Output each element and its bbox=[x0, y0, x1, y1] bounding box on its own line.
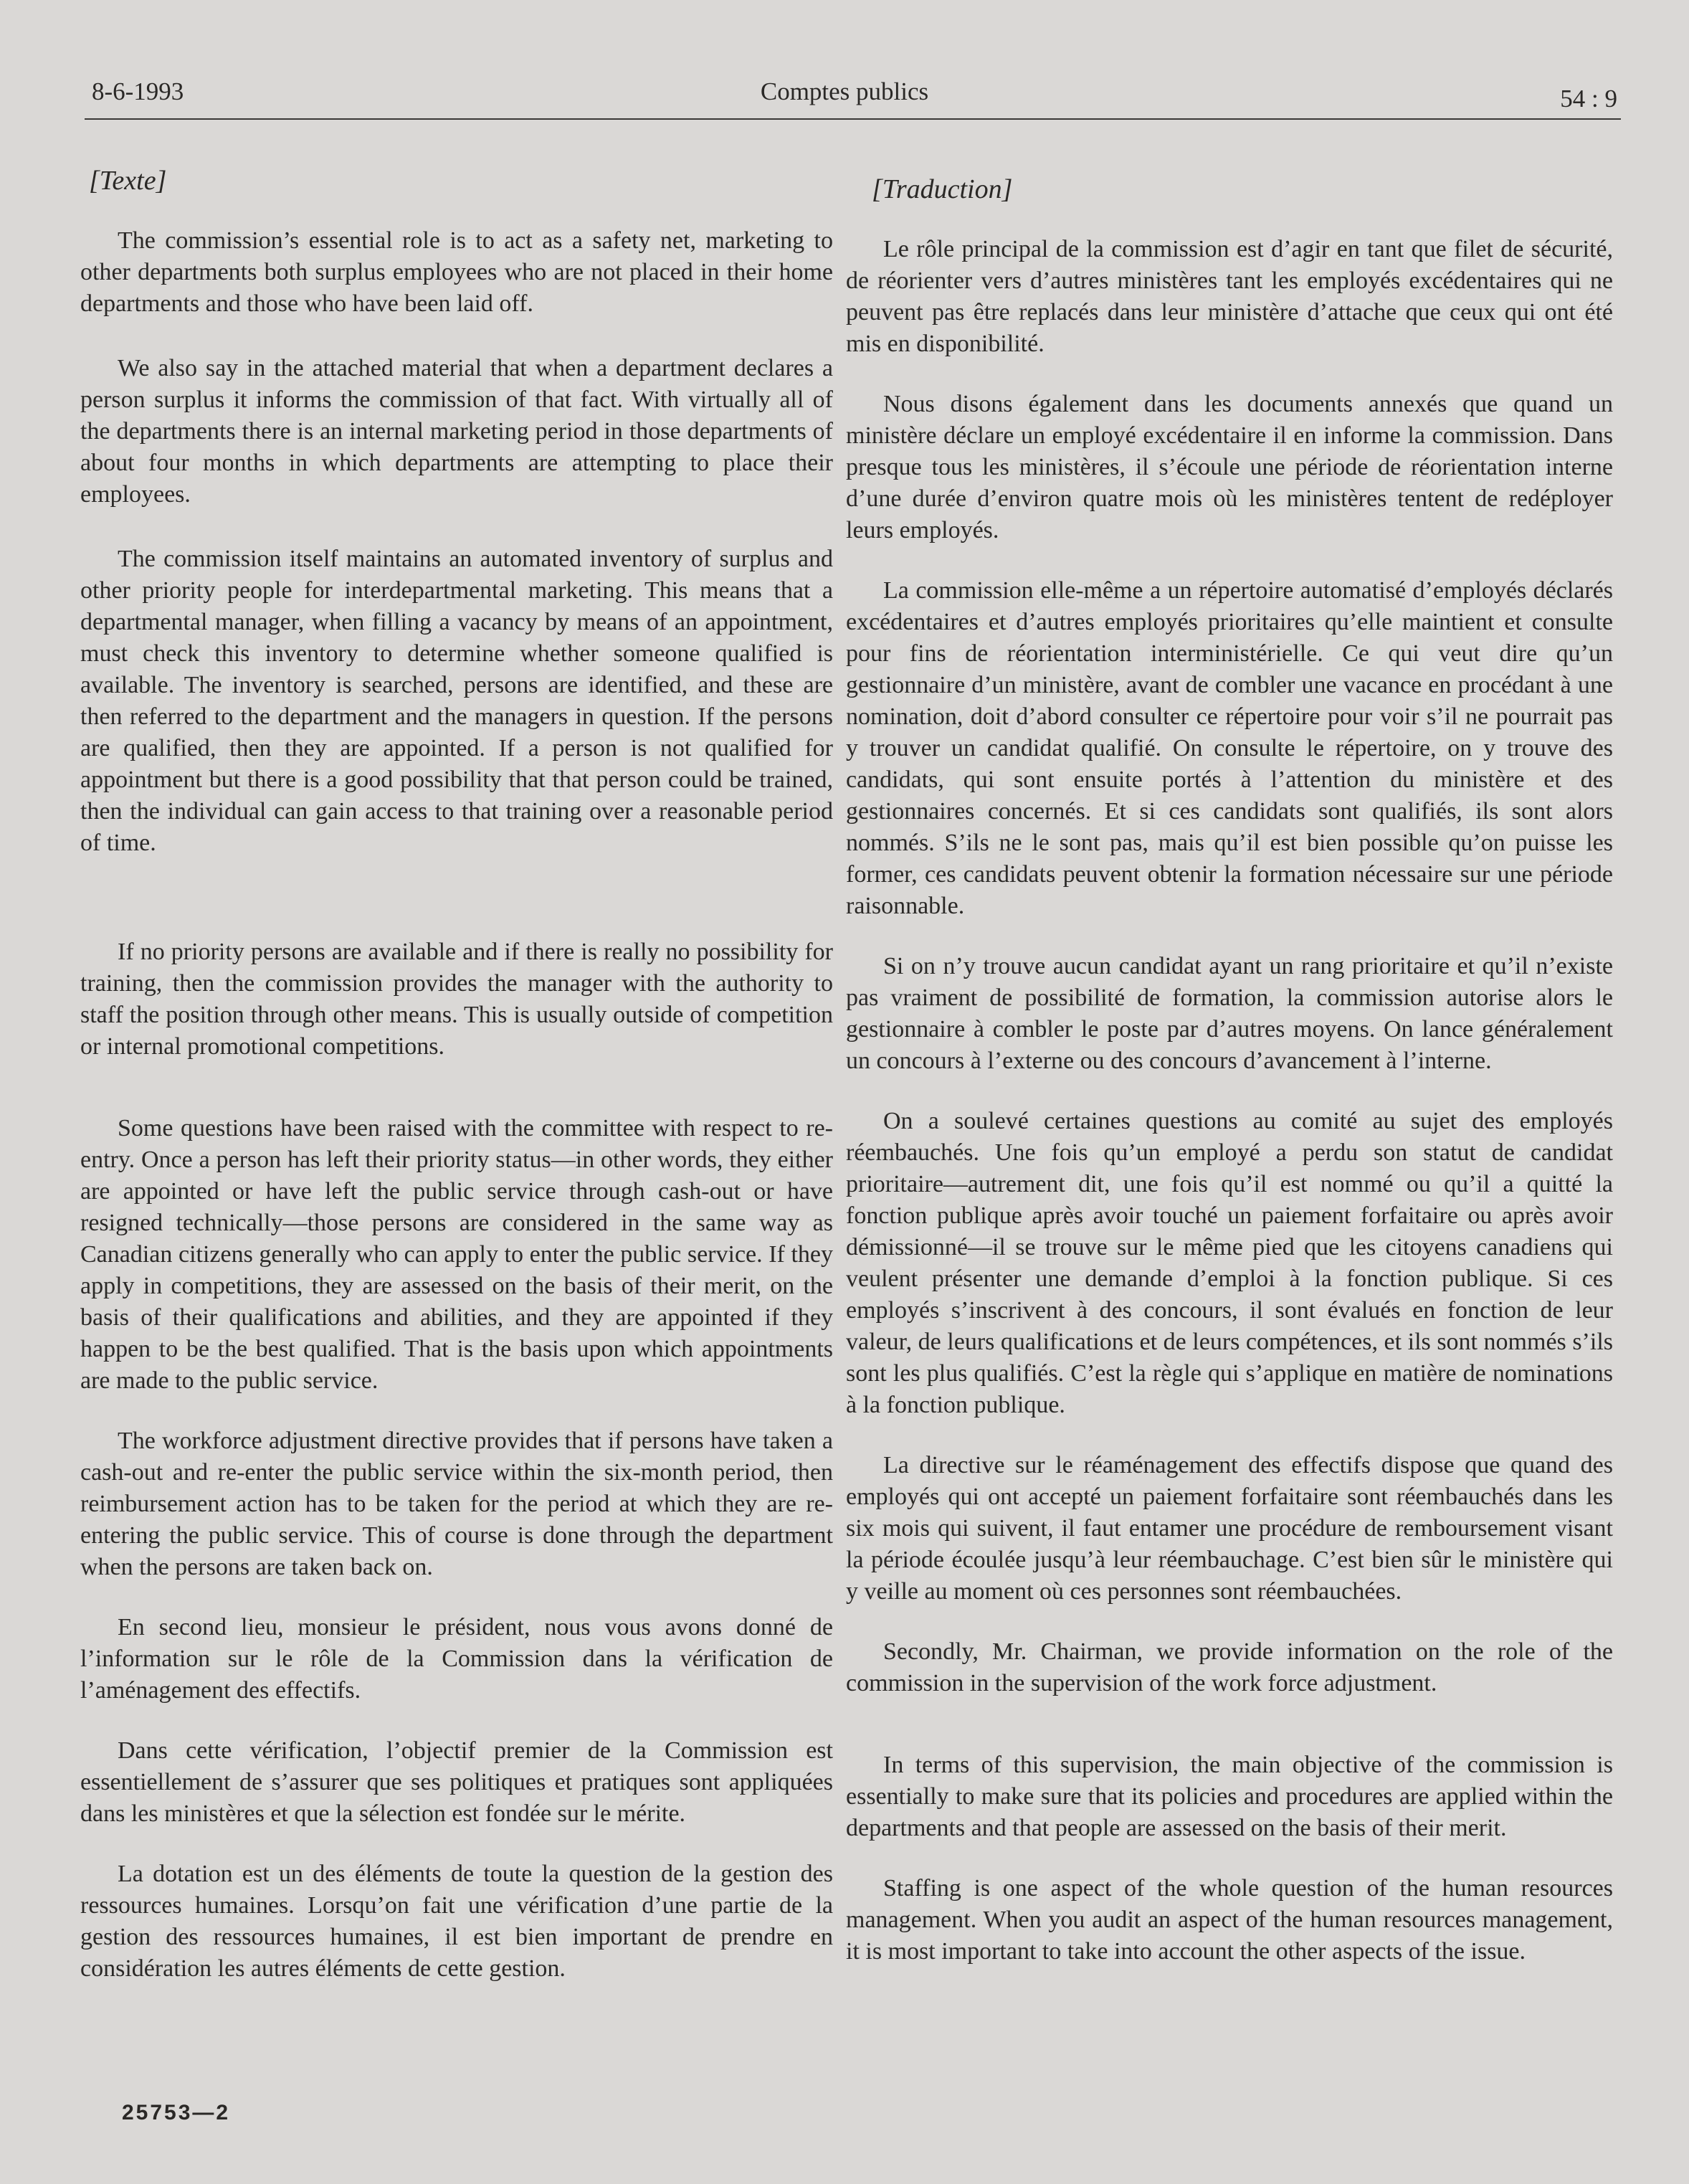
paragraph: In terms of this supervision, the main objective of the commission is essentially to make sure that its policies and procedures are applied within the departments and that people are assessed on the basis of their merit. bbox=[846, 1752, 1613, 1841]
paragraph: Le rôle principal de la commission est d’agir en tant que filet de sécurité, de réorienter vers d’autres ministères tant les employés excédentaires qui ne peuvent pas être replacés dans leur ministère d’attache que ceux qui ont été mis en disponibilité. bbox=[846, 236, 1613, 357]
print-signature: 25753—2 bbox=[122, 2101, 231, 2124]
paragraph: Si on n’y trouve aucun candidat ayant un rang prioritaire et qu’il n’existe pas vraiment de possibilité de formation, la commission autorise alors le gestionnaire à combler le poste par d’autres moyens. On lance généralement un concours à l’externe ou des concours d’avancement à l’interne. bbox=[846, 953, 1613, 1074]
paragraph: Nous disons également dans les documents annexés que quand un ministère déclare un employé excédentaire il en informe la commission. Dans presque tous les ministères, il s’écoule une période de réorientation interne d’une durée d’environ quatre mois où les ministères tentent de redéployer leurs employés. bbox=[846, 391, 1613, 543]
paragraph: Secondly, Mr. Chairman, we provide information on the role of the commission in the supervision of the work force adjustment. bbox=[846, 1638, 1613, 1696]
right-column-label: [Traduction] bbox=[872, 174, 1013, 204]
header-date: 8-6-1993 bbox=[92, 77, 184, 105]
header-title: Comptes publics bbox=[760, 77, 929, 105]
paragraph: En second lieu, monsieur le président, nous vous avons donné de l’information sur le rôle de la Commission dans la vérification de l’aménagement des effectifs. bbox=[80, 1614, 833, 1704]
paragraph: The commission’s essential role is to act as a safety net, marketing to other departments both surplus employees who are not placed in their home departments and those who have been laid off. bbox=[80, 227, 833, 317]
paragraph: On a soulevé certaines questions au comité au sujet des employés réembauchés. Une fois qu’un employé a perdu son statut de candidat prioritaire—autrement dit, une fois qu’il est nommé ou qu’il a quitté la fonction publique après avoir touché un paiement forfaitaire ou après avoir démissionné—il se trouve sur le même pied que les citoyens canadiens qui veulent présenter une demande d’emploi à la fonction publique. Si ces employés s’inscrivent à des concours, il sont évalués en fonction de leur valeur, de leurs qualifications et de leurs compétences, et ils sont nommés s’ils sont les plus qualifiés. C’est la règle qui s’applique en matière de nominations à la fonction publique. bbox=[846, 1108, 1613, 1418]
paragraph: Dans cette vérification, l’objectif premier de la Commission est essentiellement de s’assurer que ses politiques et pratiques sont appliquées dans les ministères et que la sélection est fondée sur le mérite. bbox=[80, 1737, 833, 1827]
paragraph: La dotation est un des éléments de toute la question de la gestion des ressources humaines. Lorsqu’on fait une vérification d’une partie de la gestion des ressources humaines, il est bien important de prendre en considération les autres éléments de cette gestion. bbox=[80, 1861, 833, 1982]
paragraph: The commission itself maintains an automated inventory of surplus and other priority people for interdepartmental marketing. This means that a departmental manager, when filling a vacancy by means of an appointment, must check this inventory to determine whether someone qualified is available. The inventory is searched, persons are identified, and these are then referred to the department and the managers in question. If the persons are qualified, then they are appointed. If a person is not qualified for appointment but there is a good possibility that that person could be trained, then the individual can gain access to that training over a reasonable period of time. bbox=[80, 546, 833, 856]
header-page-number: 54 : 9 bbox=[1560, 85, 1617, 113]
paragraph: La commission elle-même a un répertoire automatisé d’employés déclarés excédentaires et d’autres employés prioritaires qu’elle maintient et consulte pour fins de réorientation interministérielle. Ce qui veut dire qu’un gestionnaire d’un ministère, avant de combler une vacance en procédant à une nomination, doit d’abord consulter ce répertoire pour voir s’il ne pourrait pas y trouver un candidat qualifié. On consulte le répertoire, on y trouve des candidats, qui sont ensuite portés à l’attention du ministère et des gestionnaires concernés. Et si ces candidats sont qualifiés, ils sont alors nommés. S’ils ne le sont pas, mais qu’il est bien possible qu’on puisse les former, ces candidats peuvent obtenir la formation nécessaire sur une période raisonnable. bbox=[846, 577, 1613, 919]
paragraph: Staffing is one aspect of the whole question of the human resources management. When you audit an aspect of the human resources management, it is most important to take into account the other aspects of the issue. bbox=[846, 1875, 1613, 1965]
left-column bbox=[80, 165, 833, 1985]
right-column bbox=[846, 165, 1613, 1967]
paragraph: We also say in the attached material that when a department declares a person surplus it informs the commission of that fact. With virtually all of the departments there is an internal marketing period in those departments of about four months in which departments are attempting to place their employees. bbox=[80, 355, 833, 508]
header-rule bbox=[85, 118, 1621, 120]
paragraph: La directive sur le réaménagement des effectifs dispose que quand des employés qui ont accepté un paiement forfaitaire sont réembauchés dans les six mois qui suivent, il faut entamer une procédure de remboursement visant la période écoulée jusqu’à leur réembauchage. C’est bien sûr le ministère qui y veille au moment où ces personnes sont réembauchées. bbox=[846, 1452, 1613, 1605]
paragraph: The workforce adjustment directive provides that if persons have taken a cash-out and re-enter the public service within the six-month period, then reimbursement action has to be taken for the period at which they are re-entering the public service. This of course is done through the department when the persons are taken back on. bbox=[80, 1428, 833, 1580]
paragraph: If no priority persons are available and if there is really no possibility for training, then the commission provides the manager with the authority to staff the position through other means. This is usually outside of competition or internal promotional competitions. bbox=[80, 939, 833, 1060]
paragraph: Some questions have been raised with the committee with respect to re-entry. Once a person has left their priority status—in other words, they either are appointed or have left the public service through cash-out or have resigned technically—those persons are considered in the same way as Canadian citizens generally who can apply to enter the public service. If they apply in competitions, they are assessed on the basis of their merit, on the basis of their qualifications and abilities, and they are appointed if they happen to be the best qualified. That is the basis upon which appointments are made to the public service. bbox=[80, 1115, 833, 1394]
left-column-label: [Texte] bbox=[89, 166, 167, 196]
